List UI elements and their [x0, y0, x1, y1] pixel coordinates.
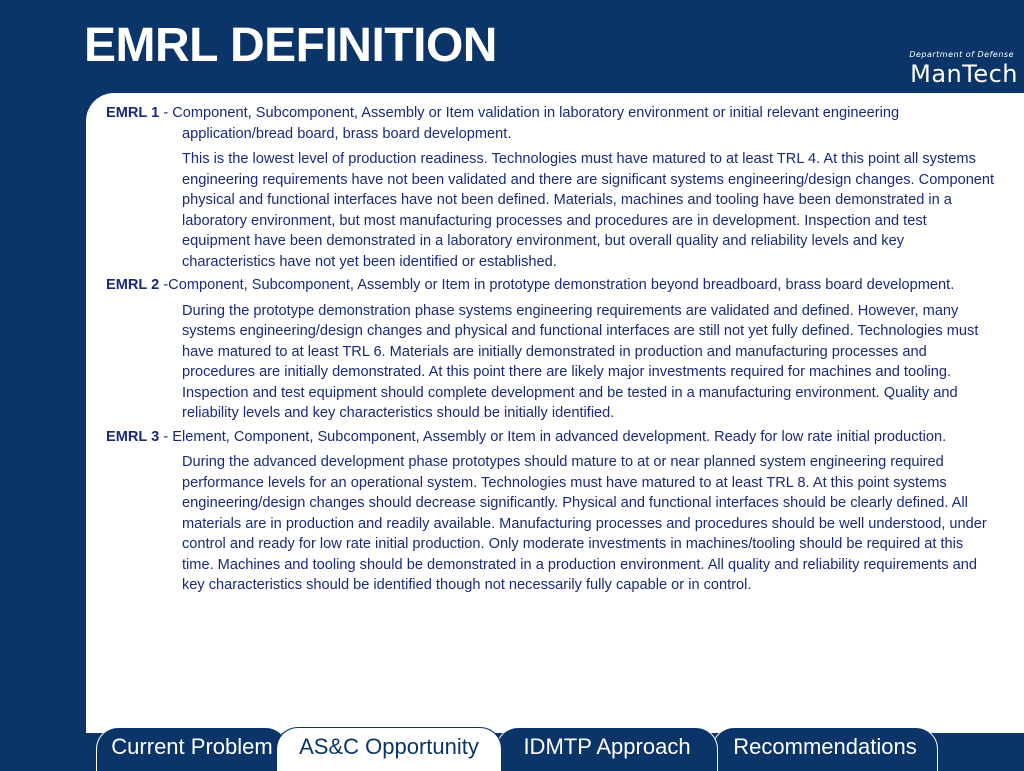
section-tabs — [0, 733, 1024, 768]
emrl-level-description: During the prototype demonstration phase systems engineering requirements are validated and defined. However, many systems engineering/design changes and physical and functional interfaces are still not yet fully defined. Technologies must have matured to at least TRL 6. Materials are initially demonstrated in production and manufacturing processes and procedures are initially demonstrated. At this point there are likely major investments required for machines and tooling. Inspection and test equipment should complete development and be tested in a manufacturing environment. Quality and reliability levels and key characteristics should be initially identified. — [182, 302, 979, 421]
emrl-level-tag: EMRL 1 — [106, 105, 160, 121]
emrl-level-tag: EMRL 3 — [106, 428, 160, 445]
emrl-level-description: During the advanced development phase prototypes should mature to at or near planned system engineering required performance levels for an operational system. Technologies must have matured to at least TRL 8. At this point systems engineering/design changes should decrease significantly. Physical and functional interfaces should be clearly defined. All materials are in production and readily available. Manufacturing processes and procedures should be well understood, under control and ready for low rate initial production. Only moderate investments in machines/tooling should be required at this time. Machines and tooling should be demonstrated in a production environment. All quality and reliability requirements and key characteristics should be identified though not necessarily fully capable or in control. — [182, 454, 987, 593]
tab-recommendations[interactable]: Recommendations — [712, 727, 938, 771]
emrl-level-summary-text: -Component, Subcomponent, Assembly or Item in prototype demonstration beyond breadboard, brass board development. — [159, 277, 955, 293]
emrl-level-2 — [106, 275, 996, 424]
emrl-level-summary-text: - Component, Subcomponent, Assembly or Item validation in laboratory environment or initial relevant engineering application/bread board, brass board development. — [159, 105, 900, 142]
emrl-level-summary — [106, 103, 996, 144]
mantech-logo — [909, 50, 1018, 88]
tab-asc-opportunity[interactable]: AS&C Opportunity — [276, 727, 502, 771]
emrl-level-summary — [106, 275, 996, 296]
tab-current-problem[interactable]: Current Problem — [96, 727, 288, 771]
logo-department: Department of Defense — [909, 50, 1014, 59]
emrl-level-summary — [106, 427, 996, 448]
content-body — [106, 103, 996, 599]
page-title: EMRL DEFINITION — [84, 19, 497, 72]
tab-idmtp-approach[interactable]: IDMTP Approach — [496, 727, 718, 771]
emrl-level-tag: EMRL 2 — [106, 277, 160, 293]
emrl-level-1 — [106, 103, 996, 272]
emrl-level-3 — [106, 427, 996, 596]
content-panel — [86, 93, 1024, 733]
emrl-level-summary-text: - Element, Component, Subcomponent, Assembly or Item in advanced development. Ready for low rate initial production. — [159, 428, 947, 445]
emrl-level-description: This is the lowest level of production readiness. Technologies must have matured to at least TRL 4. At this point all systems engineering requirements have not been validated and there are significant systems engineering/design changes. Component physical and functional interfaces have not been defined. Materials, machines and tooling have been demonstrated in a laboratory environment, but most manufacturing processes and procedures are in development. Inspection and test equipment have been demonstrated in a laboratory environment, but overall quality and reliability levels and key characteristics have not yet been identified or established. — [182, 151, 995, 270]
logo-brand: ManTech — [910, 60, 1018, 88]
